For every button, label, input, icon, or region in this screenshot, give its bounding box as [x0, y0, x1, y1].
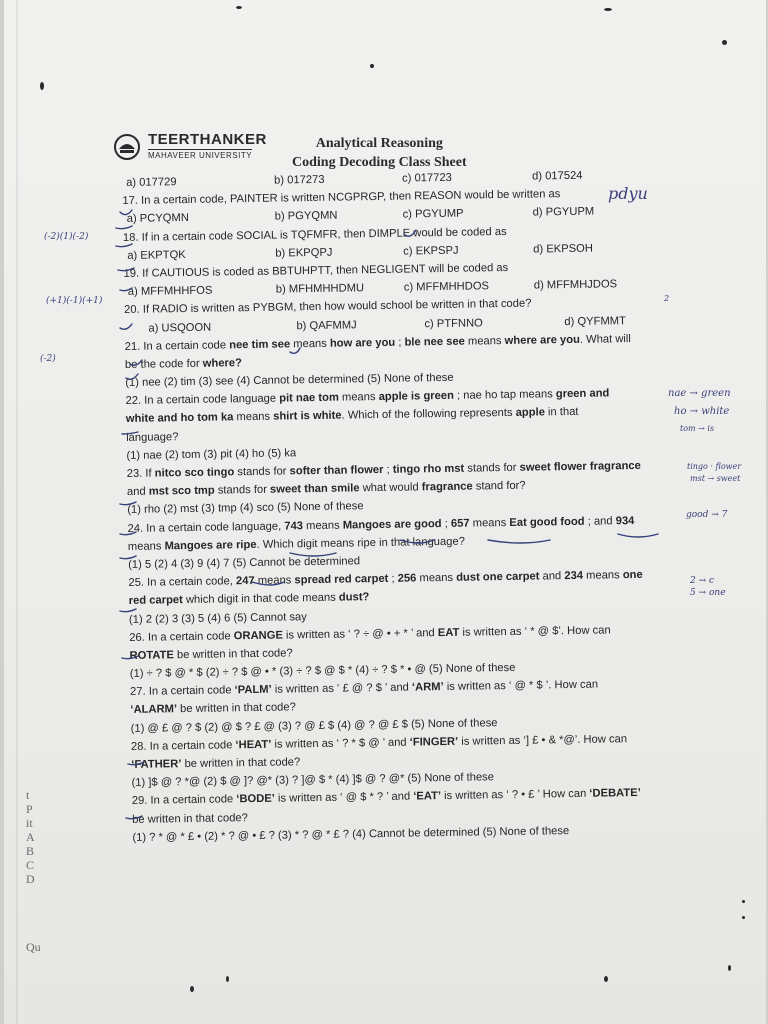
handwritten-margin-note: (-2): [40, 354, 56, 364]
option: d) EKPSOH: [533, 242, 594, 256]
question-24-cont: means Mangoes are ripe. Which digit means ripe in that language?: [127, 535, 465, 553]
handwritten-note: ho → white: [674, 406, 730, 417]
option: d) QYFMMT: [564, 314, 626, 328]
question-22-options: (1) nae (2) tom (3) pit (4) ho (5) ka: [126, 447, 297, 462]
option: c) 017723: [402, 171, 452, 185]
handwritten-note: 5 → one: [690, 588, 726, 598]
question-24: 24. In a certain code language, 743 means Mangoes are good ; 657 means Eat good food ; and 934: [127, 514, 635, 535]
option: c) EKPSPJ: [403, 244, 459, 258]
question-25-cont: red carpet which digit in that code means dust?: [128, 591, 370, 608]
question-27-options: (1) @ £ @ ? $ (2) @ $ ? £ @ (3) ? @ £ $ (4) @ ? @ £ $ (5) None of these: [130, 716, 498, 735]
question-text: 18. If in a certain code SOCIAL is TQFMFR, then DIMPLE would be coded as: [122, 225, 507, 244]
option: c) PTFNNO: [424, 316, 483, 330]
logo-name: TEERTHANKER: [148, 131, 267, 148]
question-26-cont: ROTATE be written in that code?: [129, 647, 293, 662]
handwritten-note: good → 7: [686, 510, 728, 520]
handwritten-note: 2 → c: [690, 576, 715, 586]
handwritten-note: tingo · flower: [687, 462, 742, 471]
handwritten-margin-note: (+1)(-1)(+1): [46, 296, 103, 306]
question-26: 26. In a certain code ORANGE is written as ‘ ? ÷ @ • + * ’ and EAT is written as ‘ * @ $’. How can: [129, 624, 611, 644]
option: d) PGYUPM: [532, 205, 595, 219]
question-29-options: (1) ? * @ * £ • (2) * ? @ • £ ? (3) * ? @ * £ ? (4) Cannot be determined (5) None of these: [132, 824, 570, 844]
edge-letter: B: [26, 844, 35, 858]
scan-speck: [604, 976, 608, 982]
question-27: 27. In a certain code ‘PALM’ is written as ‘ £ @ ? $ ’ and ‘ARM’ is written as ‘ @ * $ ’. How can: [130, 678, 599, 699]
logo-subtitle: MAHAVEER UNIVERSITY: [148, 151, 253, 160]
question-28-cont: ‘FATHER’ be written in that code?: [131, 756, 301, 771]
question-21-options: (1) nee (2) tim (3) see (4) Cannot be determined (5) None of these: [125, 371, 454, 390]
option: b) 017273: [274, 173, 325, 187]
option: b) EKPQPJ: [275, 246, 333, 260]
question-23-cont: and mst sco tmp stands for sweet than smile what would fragrance stand for?: [126, 479, 526, 499]
handwritten-note: nae → green: [668, 388, 731, 399]
question-23-options: (1) rho (2) mst (3) tmp (4) sco (5) None of these: [127, 500, 364, 517]
option: a) USQOON: [148, 321, 212, 335]
scan-speck: [236, 6, 242, 9]
edge-letter: it: [26, 816, 33, 830]
scan-speck: [742, 916, 745, 919]
scan-speck: [40, 82, 44, 90]
option: b) QAFMMJ: [296, 318, 357, 332]
question-25-options: (1) 2 (2) 3 (3) 5 (4) 6 (5) Cannot say: [128, 610, 307, 626]
question-25: 25. In a certain code, 247 means spread red carpet ; 256 means dust one carpet and 234 means one: [128, 568, 643, 590]
question-22-cont: white and ho tom ka means shirt is white. Which of the following represents apple in that: [125, 406, 579, 426]
edge-letter: C: [26, 858, 35, 872]
edge-letter: Qu: [26, 940, 41, 954]
option: a) 017729: [126, 176, 177, 189]
option: c) PGYUMP: [402, 208, 464, 221]
handwritten-note: 2: [664, 294, 670, 303]
question-text: 19. If CAUTIOUS is coded as BBTUHPTT, then NEGLIGENT will be coded as: [123, 261, 509, 280]
question-28-options: (1) ]$ @ ? *@ (2) $ @ ]? @* (3) ? ]@ $ * (4) ]$ @ ? @* (5) None of these: [131, 771, 495, 790]
edge-letter: t: [26, 788, 30, 802]
university-logo-icon: [114, 134, 140, 160]
scan-speck: [728, 965, 731, 971]
question-24-options: (1) 5 (2) 4 (3) 9 (4) 7 (5) Cannot be determined: [128, 555, 361, 571]
edge-letter: A: [26, 830, 35, 844]
question-27-cont: ‘ALARM’ be written in that code?: [130, 701, 296, 717]
question-text: 20. If RADIO is written as PYBGM, then how would school be written in that code?: [124, 297, 532, 317]
page-fold-shadow: [16, 0, 18, 1024]
scan-speck: [742, 900, 745, 903]
document-page: [4, 0, 766, 1024]
question-23: 23. If nitco sco tingo stands for softer than flower ; tingo rho mst stands for sweet flower fragrance: [126, 459, 641, 480]
option: a) PCYQMN: [126, 212, 189, 226]
option: b) PGYQMN: [274, 209, 338, 223]
handwritten-margin-note: (-2)(1)(-2): [44, 232, 89, 242]
option: a) MFFMHHFOS: [127, 284, 213, 299]
scan-speck: [370, 64, 374, 68]
question-22-cont: language?: [126, 430, 179, 444]
question-21-cont: be the code for where?: [124, 357, 242, 371]
scan-speck: [226, 976, 229, 982]
question-28: 28. In a certain code ‘HEAT’ is written as ‘ ? * $ @ ’ and ‘FINGER’ is written as ‘] £ • & *@’. How can: [130, 732, 628, 753]
handwritten-note: mst → sweet: [690, 474, 741, 483]
option: c) MFFMHHDOS: [403, 280, 490, 294]
title-line-2: Coding Decoding Class Sheet: [292, 155, 467, 170]
question-26-options: (1) ÷ ? $ @ * $ (2) ÷ ? $ @ • * (3) ÷ ? $ @ $ * (4) ÷ ? $ * • @ (5) None of these: [129, 661, 516, 681]
scan-speck: [190, 986, 194, 992]
option: d) 017524: [531, 169, 583, 183]
handwritten-note: tom → is: [680, 424, 715, 433]
question-text: 17. In a certain code, PAINTER is written NCGPRGP, then REASON would be written as: [122, 188, 561, 208]
title-line-1: Analytical Reasoning: [315, 136, 443, 151]
option: b) MFHMHHDMU: [275, 282, 365, 296]
edge-letter: P: [26, 802, 33, 816]
handwritten-note: pdyu: [608, 184, 648, 203]
question-22: 22. In a certain code language pit nae tom means apple is green ; nae ho tap means green and: [125, 387, 610, 408]
question-list: [122, 165, 702, 847]
option: d) MFFMHJDOS: [533, 278, 618, 292]
question-21: 21. In a certain code nee tim see means how are you ; ble nee see means where are you. What will: [124, 332, 631, 353]
question-29-cont: be written in that code?: [132, 811, 248, 826]
edge-letter: D: [26, 872, 35, 886]
scan-speck: [604, 8, 612, 11]
sheet-title: [292, 134, 467, 172]
option: a) EKPTQK: [127, 248, 186, 262]
scan-speck: [722, 40, 727, 45]
question-29: 29. In a certain code ‘BODE’ is written as ‘ @ $ * ? ’ and ‘EAT’ is written as ‘ ? • £ ’ How can ‘DEBATE’: [131, 787, 641, 808]
